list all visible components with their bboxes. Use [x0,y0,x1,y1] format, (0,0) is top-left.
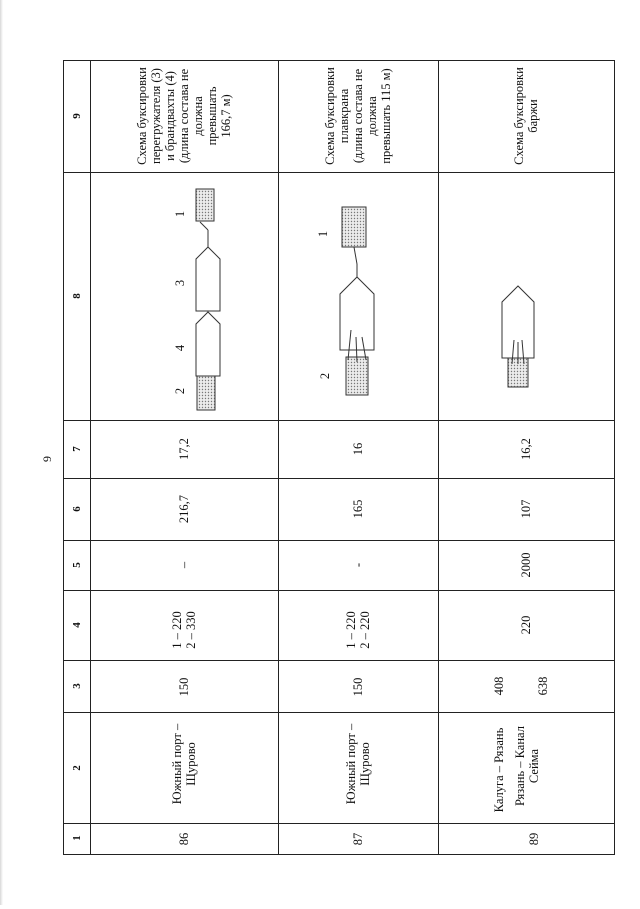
towing-tug-1 [342,207,366,247]
table-border-right [614,60,615,855]
row-89-col5: 2000 [519,552,533,578]
row-89-col7: 16,2 [519,438,533,460]
row-87-col6: 165 [351,499,365,519]
tow-line [200,222,208,230]
row-86-col4: 1 – 220 2 – 330 [170,611,198,649]
row-87-col5: - [351,562,365,568]
row-86-label-1: 1 [173,210,187,218]
vessel-4 [196,312,220,376]
vessel-3 [196,247,220,311]
row-86-col5: – [177,561,191,569]
table-border-left [63,60,64,855]
row-87-label-1: 1 [316,230,330,238]
row-87-label-2: 2 [318,372,332,380]
row-89-number: 89 [527,832,541,846]
row-86-route: Южный порт – Щурово [170,723,198,805]
row-89-distance-b: 638 [536,676,550,696]
page-number: 9 [40,456,54,462]
row-87-distance: 150 [351,677,365,697]
row-87-note: Схема буксировки плавкрана (длина состава не должна превышать 115 м) [323,67,393,165]
header-col-1: 1 [71,835,83,841]
row-89-route-a: Калуга – Рязань [492,727,506,813]
row-87-col4: 1 – 220 2 – 220 [344,611,372,649]
row-86-col7: 17,2 [177,438,191,460]
row-89-col4: 220 [519,615,533,635]
header-col-4: 4 [71,622,83,628]
row-87-tow-scheme [278,172,438,420]
header-col-2: 2 [71,765,83,771]
row-86-note: Схема буксировки перегружателя (3) и брандвахты (4) (длина состава не должна превышать 166,7 м) [135,67,233,165]
floating-crane [340,277,374,350]
row-86-number: 86 [177,832,191,846]
header-col-7: 7 [71,446,83,452]
header-col-9: 9 [71,113,83,119]
row-89-distance-a: 408 [492,676,506,696]
towing-tug-1 [196,189,214,221]
row-87-col7: 16 [351,442,365,456]
row-89-route-b: Рязань – Канал Сейма [513,726,541,806]
row-86-label-2: 2 [173,387,187,395]
row-89-note: Схема буксировки баржи [512,67,540,165]
pusher-tug-2 [346,357,368,395]
header-col-6: 6 [71,506,83,512]
row-86-label-3: 3 [173,279,187,287]
row-86-distance: 150 [177,677,191,697]
row-89-col6: 107 [519,499,533,519]
pusher-tug-2 [197,375,215,410]
tow-line [354,247,357,264]
header-col-3: 3 [71,683,83,689]
row-86-label-4: 4 [173,344,187,352]
header-col-5: 5 [71,562,83,568]
header-col-8: 8 [71,293,83,299]
row-87-number: 87 [351,832,365,846]
row-89-tow-scheme [438,172,614,420]
row-86-col6: 216,7 [177,494,191,524]
row-87-route: Южный порт – Щурово [344,723,372,805]
